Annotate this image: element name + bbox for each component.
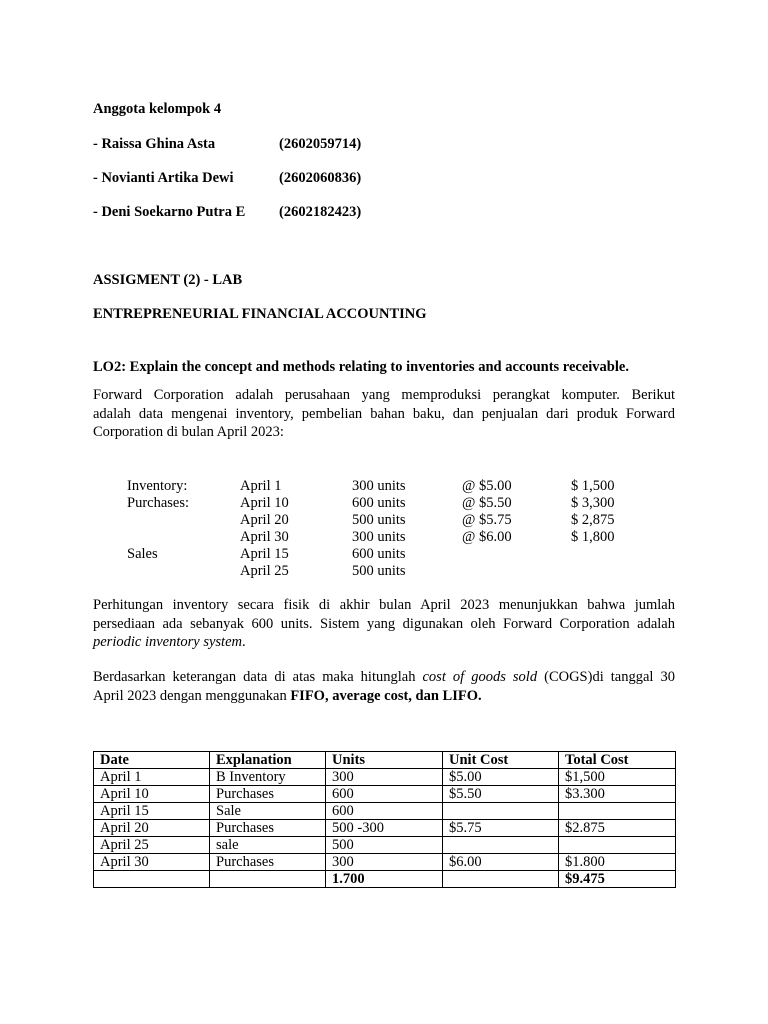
member-id: (2602060836) bbox=[279, 170, 362, 186]
paragraph-line: Berdasarkan keterangan data di atas maka hitunglah cost of goods sold (COGS)di tanggal 30 bbox=[93, 669, 675, 685]
row-date: April 30 bbox=[240, 529, 289, 545]
cell-unit-cost bbox=[443, 871, 559, 888]
intro-line: Forward Corporation adalah perusahaan yang memproduksi perangkat komputer. Berikut bbox=[93, 387, 675, 403]
cell-date: April 1 bbox=[94, 769, 210, 786]
row-label bbox=[127, 512, 189, 529]
cell-unit-cost: $5.50 bbox=[443, 786, 559, 803]
row-price: @ $6.00 bbox=[462, 529, 512, 545]
inventory-units bbox=[352, 478, 406, 580]
cell-date bbox=[94, 871, 210, 888]
cell-total-cost: $3.300 bbox=[559, 786, 676, 803]
cell-total-units: 1.700 bbox=[326, 871, 443, 888]
table-row bbox=[94, 769, 676, 786]
cell-total-cost: $2.875 bbox=[559, 820, 676, 837]
italic-term: periodic inventory system bbox=[93, 634, 242, 650]
cell-date: April 30 bbox=[94, 854, 210, 871]
intro-line: adalah data mengenai inventory, pembelian bahan baku, dan penjualan dari produk Forward bbox=[93, 405, 675, 422]
assignment-title: ASSIGMENT (2) - LAB bbox=[93, 272, 243, 288]
table-row bbox=[94, 803, 676, 820]
inventory-totals bbox=[571, 478, 615, 546]
learning-objective: LO2: Explain the concept and methods relating to inventories and accounts receivable. bbox=[93, 359, 629, 375]
paragraph-line: persediaan ada sebanyak 600 units. Sistem yang digunakan oleh Forward Corporation adalah bbox=[93, 615, 675, 632]
italic-term: cost of goods sold bbox=[422, 669, 538, 685]
header-total-cost: Total Cost bbox=[559, 752, 676, 769]
inventory-labels bbox=[127, 478, 189, 563]
row-units: 300 units bbox=[352, 529, 406, 545]
table-row bbox=[94, 854, 676, 871]
table-total-row bbox=[94, 871, 676, 888]
table-row bbox=[94, 837, 676, 854]
row-total: $ 1,800 bbox=[571, 529, 615, 545]
cell-units: 500 -300 bbox=[326, 820, 443, 837]
cell-unit-cost bbox=[443, 803, 559, 820]
row-total: $ 2,875 bbox=[571, 512, 615, 528]
row-date: April 15 bbox=[240, 546, 289, 562]
row-price: @ $5.00 bbox=[462, 478, 512, 494]
header-unit-cost: Unit Cost bbox=[443, 752, 559, 769]
row-date: April 10 bbox=[240, 495, 289, 511]
cell-date: April 20 bbox=[94, 820, 210, 837]
row-units: 600 units bbox=[352, 546, 406, 562]
paragraph-line: Perhitungan inventory secara fisik di akhir bulan April 2023 menunjukkan bahwa jumlah bbox=[93, 597, 675, 613]
cell-unit-cost: $5.75 bbox=[443, 820, 559, 837]
row-label: Sales bbox=[127, 546, 158, 562]
cell-total-cost bbox=[559, 803, 676, 820]
inventory-dates bbox=[240, 478, 289, 580]
methods-emphasis: FIFO, average cost, dan LIFO. bbox=[290, 687, 482, 704]
cell-explanation: B Inventory bbox=[210, 769, 326, 786]
course-title: ENTREPRENEURIAL FINANCIAL ACCOUNTING bbox=[93, 306, 427, 322]
header-units: Units bbox=[326, 752, 443, 769]
row-total: $ 1,500 bbox=[571, 478, 615, 494]
member-name: - Novianti Artika Dewi bbox=[93, 170, 234, 186]
cell-total-cost: $1.800 bbox=[559, 854, 676, 871]
question-paragraph bbox=[93, 668, 675, 705]
row-date: April 20 bbox=[240, 512, 289, 528]
cell-units: 600 bbox=[326, 786, 443, 803]
member-name: - Deni Soekarno Putra E bbox=[93, 204, 246, 220]
member-id: (2602059714) bbox=[279, 136, 362, 152]
cell-date: April 10 bbox=[94, 786, 210, 803]
cell-explanation bbox=[210, 871, 326, 888]
group-title: Anggota kelompok 4 bbox=[93, 101, 222, 117]
inventory-prices bbox=[462, 478, 512, 546]
cell-date: April 25 bbox=[94, 837, 210, 854]
cell-explanation: sale bbox=[210, 837, 326, 854]
row-price: @ $5.50 bbox=[462, 495, 512, 511]
cell-explanation: Purchases bbox=[210, 820, 326, 837]
row-label bbox=[127, 529, 189, 546]
cell-explanation: Purchases bbox=[210, 854, 326, 871]
cell-total-cost: $1,500 bbox=[559, 769, 676, 786]
header-explanation: Explanation bbox=[210, 752, 326, 769]
cell-explanation: Sale bbox=[210, 803, 326, 820]
table-header-row bbox=[94, 752, 676, 769]
row-date: April 25 bbox=[240, 563, 289, 579]
cell-grand-total: $9.475 bbox=[559, 871, 676, 888]
member-id: (2602182423) bbox=[279, 204, 362, 220]
member-name: - Raissa Ghina Asta bbox=[93, 136, 216, 152]
cell-unit-cost bbox=[443, 837, 559, 854]
row-total: $ 3,300 bbox=[571, 495, 615, 511]
cell-units: 500 bbox=[326, 837, 443, 854]
row-date: April 1 bbox=[240, 478, 282, 494]
row-label: Inventory: bbox=[127, 478, 188, 494]
row-units: 500 units bbox=[352, 512, 406, 528]
row-units: 500 units bbox=[352, 563, 406, 579]
cell-units: 600 bbox=[326, 803, 443, 820]
row-label: Purchases: bbox=[127, 495, 190, 511]
table-row bbox=[94, 786, 676, 803]
paragraph-line: April 2023 dengan menggunakan FIFO, average cost, dan LIFO. bbox=[93, 687, 482, 704]
cell-unit-cost: $5.00 bbox=[443, 769, 559, 786]
table-row bbox=[94, 820, 676, 837]
physical-count-paragraph bbox=[93, 596, 675, 652]
intro-paragraph bbox=[93, 386, 675, 442]
cell-units: 300 bbox=[326, 854, 443, 871]
intro-line: Corporation di bulan April 2023: bbox=[93, 424, 284, 440]
row-units: 300 units bbox=[352, 478, 406, 494]
cell-explanation: Purchases bbox=[210, 786, 326, 803]
header-date: Date bbox=[94, 752, 210, 769]
row-price: @ $5.75 bbox=[462, 512, 512, 528]
cell-total-cost bbox=[559, 837, 676, 854]
paragraph-line: periodic inventory system. bbox=[93, 634, 246, 650]
cell-unit-cost: $6.00 bbox=[443, 854, 559, 871]
row-units: 600 units bbox=[352, 495, 406, 511]
cell-units: 300 bbox=[326, 769, 443, 786]
cell-date: April 15 bbox=[94, 803, 210, 820]
inventory-table bbox=[93, 751, 676, 888]
